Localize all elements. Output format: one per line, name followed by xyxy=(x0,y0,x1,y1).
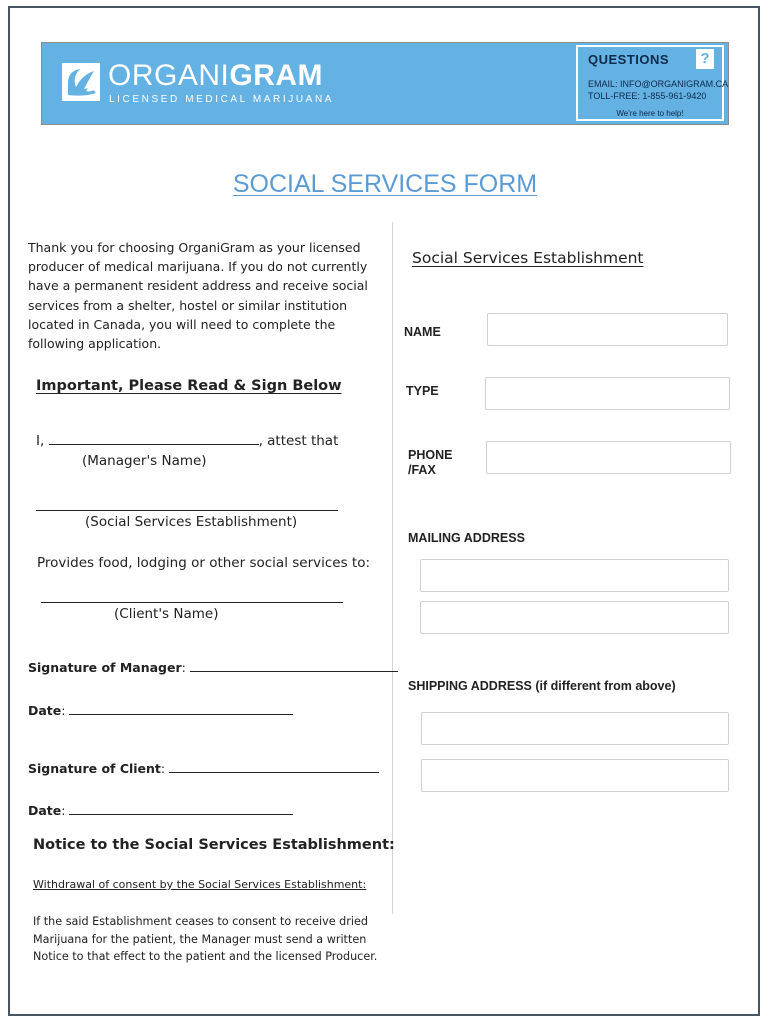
manager-signature-label: Signature of Manager xyxy=(28,660,182,675)
establishment-section-title: Social Services Establishment xyxy=(412,249,644,267)
mailing-address-field-2[interactable] xyxy=(420,601,729,634)
shipping-address-label: SHIPPING ADDRESS (if different from above) xyxy=(408,679,676,693)
type-field[interactable] xyxy=(485,377,730,410)
brand-subtitle: LICENSED MEDICAL MARIJUANA xyxy=(109,94,335,105)
leaf-logo-icon xyxy=(62,63,100,101)
establishment-blank[interactable] xyxy=(36,510,338,511)
brand-name-bold: GRAM xyxy=(229,59,324,92)
client-signature-line xyxy=(28,760,379,776)
withdrawal-heading: Withdrawal of consent by the Social Services Establishment: xyxy=(33,878,367,891)
client-date-line xyxy=(28,802,293,818)
shipping-address-field-2[interactable] xyxy=(421,759,729,792)
phone-label: PHONE xyxy=(408,448,453,462)
name-label: NAME xyxy=(404,325,441,339)
questions-phone: TOLL-FREE: 1-855-961-9420 xyxy=(588,91,707,101)
client-date-label: Date xyxy=(28,803,62,818)
manager-date-label: Date xyxy=(28,703,62,718)
intro-paragraph: Thank you for choosing OrganiGram as your licensed producer of medical marijuana. If you do not currently have a permanent resident address and receive social services from a shelter, hostel or similar institution located in Canada, you will need to complete the following application. xyxy=(28,240,368,352)
attest-suffix: , attest that xyxy=(258,433,339,449)
question-mark-icon: ? xyxy=(696,49,714,69)
attest-prefix: I, xyxy=(36,433,45,449)
manager-caption: (Manager's Name) xyxy=(82,453,207,469)
manager-name-blank[interactable] xyxy=(49,432,259,445)
questions-email[interactable]: EMAIL: INFO@ORGANIGRAM.CA xyxy=(588,79,729,89)
header-banner xyxy=(41,42,729,125)
client-date-blank[interactable] xyxy=(69,802,293,815)
client-name-blank[interactable] xyxy=(41,602,343,603)
page-border xyxy=(8,6,760,1016)
mailing-address-field-1[interactable] xyxy=(420,559,729,592)
client-signature-blank[interactable] xyxy=(169,760,379,773)
fax-label: /FAX xyxy=(408,463,436,477)
manager-date-blank[interactable] xyxy=(69,702,293,715)
type-label: TYPE xyxy=(406,384,439,398)
manager-signature-colon: : xyxy=(181,660,186,675)
mailing-address-label: MAILING ADDRESS xyxy=(408,531,525,545)
manager-signature-line xyxy=(28,659,398,675)
name-field[interactable] xyxy=(487,313,728,346)
client-signature-label: Signature of Client xyxy=(28,761,161,776)
important-heading: Important, Please Read & Sign Below xyxy=(36,378,342,394)
phone-fax-field[interactable] xyxy=(486,441,731,474)
brand-name-light: ORGANI xyxy=(108,59,230,92)
client-caption: (Client's Name) xyxy=(114,606,219,622)
page-title: SOCIAL SERVICES FORM xyxy=(232,170,538,198)
establishment-caption: (Social Services Establishment) xyxy=(85,514,298,530)
shipping-address-field-1[interactable] xyxy=(421,712,729,745)
questions-box xyxy=(576,45,729,121)
brand-name xyxy=(108,59,323,93)
client-date-colon: : xyxy=(61,803,66,818)
questions-title: QUESTIONS xyxy=(588,52,670,67)
manager-signature-blank[interactable] xyxy=(190,659,398,672)
provides-text: Provides food, lodging or other social services to: xyxy=(37,555,371,571)
client-signature-colon: : xyxy=(160,761,166,776)
manager-date-colon: : xyxy=(61,703,66,718)
manager-date-line xyxy=(28,702,293,718)
column-divider xyxy=(392,222,393,914)
questions-help-text: We're here to help! xyxy=(616,109,684,118)
attest-line xyxy=(36,432,338,449)
notice-heading: Notice to the Social Services Establishment: xyxy=(33,837,395,853)
notice-body: If the said Establishment ceases to consent to receive dried Marijuana for the patient, the Manager must send a written Notice to that effect to the patient and the licensed Producer. xyxy=(33,915,378,964)
